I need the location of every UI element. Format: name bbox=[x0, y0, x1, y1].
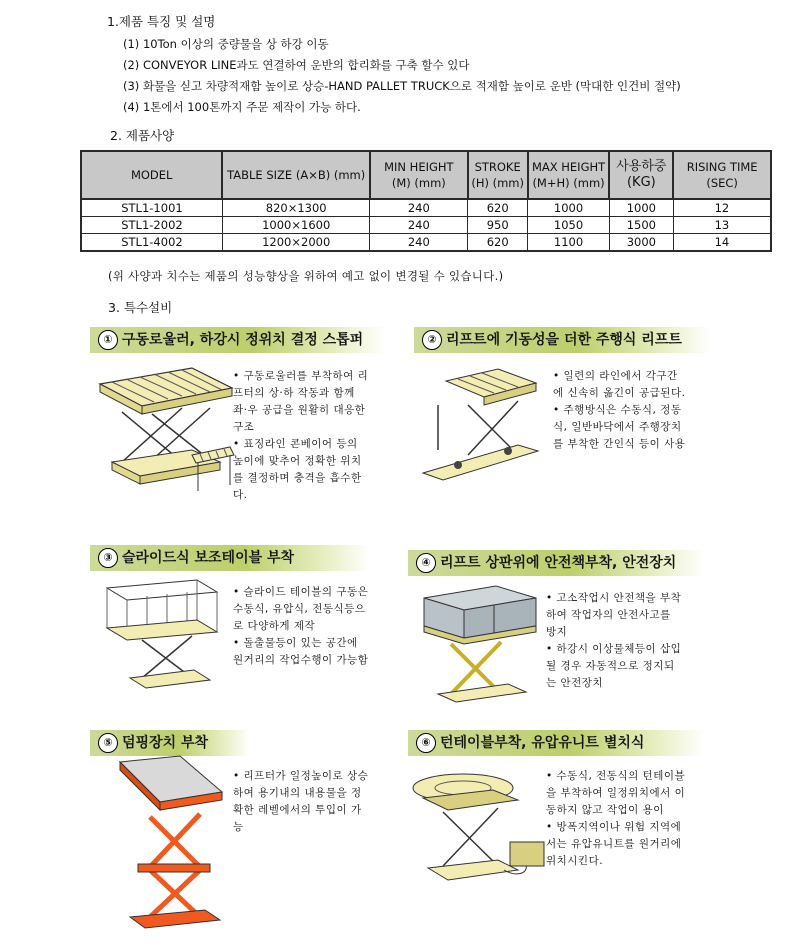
number-badge: ⑥ bbox=[416, 733, 436, 753]
header-load: 사용하중 (KG) bbox=[609, 151, 673, 199]
bullet-text: • 하강시 이상물체등이 삽입될 경우 자동적으로 정지되는 안전장치 bbox=[546, 641, 684, 692]
cell-rising-time: 12 bbox=[673, 199, 771, 217]
table-row bbox=[81, 234, 771, 252]
traveling-lift-illustration bbox=[418, 365, 543, 485]
bullet-text: • 돌출물등이 있는 공간에 원거리의 작업수행이 가능함 bbox=[233, 635, 369, 669]
safety-fence-lift-illustration bbox=[416, 584, 541, 709]
number-badge: ① bbox=[98, 330, 118, 350]
special-item-title-text: 구동로울러, 하강시 정위치 결정 스톱퍼 bbox=[122, 332, 364, 348]
cell-rising-time: 13 bbox=[673, 217, 771, 234]
bullet-text: • 수동식, 전동식의 턴테이블을 부착하여 일정위치에서 이동하지 않고 작업이 용이 bbox=[546, 768, 686, 819]
slide-table-lift-illustration bbox=[102, 578, 222, 698]
turntable-lift-illustration bbox=[408, 766, 548, 906]
header-stroke: STROKE (H) (mm) bbox=[468, 151, 528, 199]
special-item-1-bullets bbox=[233, 368, 369, 504]
cell-model: STL1-2002 bbox=[81, 217, 222, 234]
cell-stroke: 950 bbox=[468, 217, 528, 234]
cell-min-height: 240 bbox=[370, 199, 468, 217]
bullet-text: • 방폭지역이나 위험 지역에서는 유압유니트를 원거리에 위치시킨다. bbox=[546, 819, 686, 870]
cell-table-size: 1000×1600 bbox=[222, 217, 370, 234]
special-item-6-title bbox=[408, 730, 704, 756]
bullet-text: • 구동로울러를 부착하여 리프터의 상·하 작동과 함께 좌·우 공급을 원활히 대응한 구조 bbox=[233, 368, 369, 436]
specs-title: 2. 제품사양 bbox=[110, 128, 175, 143]
special-item-title-text: 리프트에 기동성을 더한 주행식 리프트 bbox=[446, 332, 682, 348]
cell-model: STL1-1001 bbox=[81, 199, 222, 217]
header-min-height: MIN HEIGHT (M) (mm) bbox=[370, 151, 468, 199]
cell-min-height: 240 bbox=[370, 234, 468, 252]
dumping-lift-illustration bbox=[110, 752, 228, 932]
cell-load: 1000 bbox=[609, 199, 673, 217]
cell-stroke: 620 bbox=[468, 199, 528, 217]
bullet-text: • 표징라인 콘베이어 등의 높이에 맞추어 정확한 위치를 결정하며 충격을 흡수한다. bbox=[233, 436, 369, 504]
header-table-size: TABLE SIZE (A×B) (mm) bbox=[222, 151, 370, 199]
bullet-text: • 슬라이드 테이블의 구동은 수동식, 유압식, 전동식등으로 다양하게 제작 bbox=[233, 584, 369, 635]
cell-rising-time: 14 bbox=[673, 234, 771, 252]
special-title: 3. 특수설비 bbox=[108, 300, 173, 315]
special-item-6-bullets bbox=[546, 768, 686, 870]
cell-model: STL1-4002 bbox=[81, 234, 222, 252]
number-badge: ⑤ bbox=[98, 733, 118, 753]
cell-max-height: 1100 bbox=[528, 234, 610, 252]
special-item-title-text: 리프트 상판위에 안전책부착, 안전장치 bbox=[440, 555, 677, 571]
feature-item: (1) 10Ton 이상의 중량물을 상 하강 이동 bbox=[123, 37, 329, 51]
special-item-5-bullets bbox=[233, 768, 369, 836]
cell-table-size: 1200×2000 bbox=[222, 234, 370, 252]
special-item-3-title bbox=[90, 545, 370, 571]
cell-load: 3000 bbox=[609, 234, 673, 252]
number-badge: ④ bbox=[416, 553, 436, 573]
spec-header-row bbox=[81, 151, 771, 199]
bullet-text: • 리프터가 일정높이로 상승하여 용기내의 내용물을 정확한 레벨에서의 투입이 가능 bbox=[233, 768, 369, 836]
special-item-2-title bbox=[414, 327, 710, 353]
special-item-2-bullets bbox=[553, 368, 686, 453]
special-item-1-title bbox=[90, 327, 385, 353]
specs-note: (위 사양과 치수는 제품의 성능향상을 위하여 예고 없이 변경될 수 있습니다.) bbox=[108, 269, 504, 283]
cell-max-height: 1050 bbox=[528, 217, 610, 234]
table-row bbox=[81, 199, 771, 217]
special-item-3-bullets bbox=[233, 584, 369, 669]
conveyor-illustration bbox=[190, 445, 235, 495]
feature-item: (2) CONVEYOR LINE과도 연결하여 운반의 합리화를 구축 할수 있다 bbox=[123, 58, 470, 72]
cell-min-height: 240 bbox=[370, 217, 468, 234]
number-badge: ③ bbox=[98, 548, 118, 568]
cell-max-height: 1000 bbox=[528, 199, 610, 217]
feature-item: (3) 화물을 싣고 차량적재함 높이로 상승-HAND PALLET TRUCK으로 적재함 높이로 운반 (막대한 인건비 절약) bbox=[123, 79, 681, 93]
special-item-title-text: 덤핑장치 부착 bbox=[122, 735, 209, 751]
number-badge: ② bbox=[422, 330, 442, 350]
cell-load: 1500 bbox=[609, 217, 673, 234]
header-rising-time: RISING TIME (SEC) bbox=[673, 151, 771, 199]
special-item-title-text: 슬라이드식 보조테이블 부착 bbox=[122, 550, 295, 566]
bullet-text: • 고소작업시 안전책을 부착하여 작업자의 안전사고를 방지 bbox=[546, 590, 684, 641]
header-max-height: MAX HEIGHT (M+H) (mm) bbox=[528, 151, 610, 199]
special-item-4-title bbox=[408, 550, 704, 576]
cell-table-size: 820×1300 bbox=[222, 199, 370, 217]
features-list bbox=[123, 34, 681, 118]
features-title: 1.제품 특징 및 설명 bbox=[107, 14, 216, 29]
table-row bbox=[81, 217, 771, 234]
bullet-text: • 일련의 라인에서 각구간에 신속히 옮긴이 공급된다. bbox=[553, 368, 686, 402]
bullet-text: • 주행방식은 수동식, 정동식, 일반바닥에서 주행장치를 부착한 간인식 등이 사용 bbox=[553, 402, 686, 453]
spec-table bbox=[80, 150, 772, 252]
special-item-4-bullets bbox=[546, 590, 684, 692]
header-model: MODEL bbox=[81, 151, 222, 199]
feature-item: (4) 1톤에서 100톤까지 주문 제작이 가능 하다. bbox=[123, 100, 361, 114]
special-item-title-text: 턴테이블부착, 유압유니트 별치식 bbox=[440, 735, 645, 751]
cell-stroke: 620 bbox=[468, 234, 528, 252]
